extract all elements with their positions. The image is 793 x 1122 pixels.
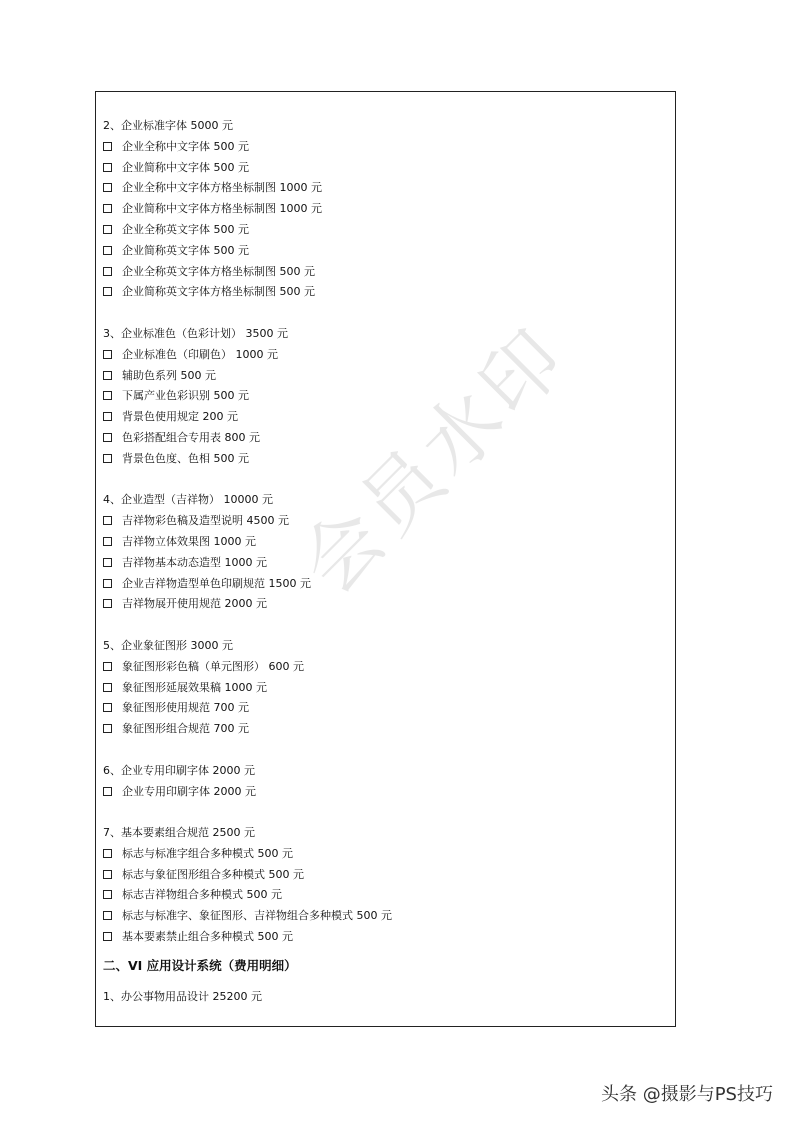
checklist-item — [103, 407, 675, 428]
checklist-item-label: 标志与标准字组合多种模式 500 元 — [122, 846, 293, 860]
checklist-item-label: 标志与象征图形组合多种模式 500 元 — [122, 867, 304, 881]
checkbox-icon[interactable] — [103, 579, 112, 588]
checklist-item-label: 企业专用印刷字体 2000 元 — [122, 784, 256, 798]
checklist-item — [103, 428, 675, 449]
section-gap — [103, 615, 675, 636]
checklist-item — [103, 927, 675, 948]
checklist-item — [103, 262, 675, 283]
checkbox-icon[interactable] — [103, 267, 112, 276]
section-heading: 5、企业象征图形 3000 元 — [103, 638, 233, 652]
checklist-item — [103, 241, 675, 262]
checklist-item-label: 企业简称英文字体 500 元 — [122, 243, 249, 257]
checklist-item — [103, 199, 675, 220]
checkbox-icon[interactable] — [103, 225, 112, 234]
checklist-item — [103, 282, 675, 303]
checklist-item-label: 企业简称中文字体方格坐标制图 1000 元 — [122, 202, 322, 216]
checklist-item — [103, 220, 675, 241]
checkbox-icon[interactable] — [103, 599, 112, 608]
checklist-item-label: 企业全称中文字体方格坐标制图 1000 元 — [122, 181, 322, 195]
checklist-item-label: 企业简称英文字体方格坐标制图 500 元 — [122, 285, 315, 299]
checkbox-icon[interactable] — [103, 932, 112, 941]
checklist-item-label: 标志吉祥物组合多种模式 500 元 — [122, 888, 282, 902]
checklist-item-label: 企业全称英文字体 500 元 — [122, 222, 249, 236]
checkbox-icon[interactable] — [103, 558, 112, 567]
checklist-item-label: 辅助色系列 500 元 — [122, 368, 216, 382]
checklist-item-label: 象征图形组合规范 700 元 — [122, 722, 249, 736]
checkbox-icon[interactable] — [103, 724, 112, 733]
checklist-item — [103, 782, 675, 803]
checklist-item — [103, 698, 675, 719]
section-heading: 3、企业标准色（色彩计划） 3500 元 — [103, 326, 288, 340]
checkbox-icon[interactable] — [103, 516, 112, 525]
checklist-item-label: 吉祥物基本动态造型 1000 元 — [122, 555, 267, 569]
checklist-item-label: 企业标准色（印刷色） 1000 元 — [122, 347, 278, 361]
checklist-item-label: 背景色使用规定 200 元 — [122, 410, 238, 424]
section-heading: 2、企业标准字体 5000 元 — [103, 119, 233, 132]
checkbox-icon[interactable] — [103, 183, 112, 192]
checklist-item — [103, 844, 675, 865]
checkbox-icon[interactable] — [103, 890, 112, 899]
checklist-item-label: 企业吉祥物造型单色印刷规范 1500 元 — [122, 576, 311, 590]
checklist-item-label: 象征图形彩色稿（单元图形） 600 元 — [122, 659, 304, 673]
checklist-item — [103, 594, 675, 615]
checkbox-icon[interactable] — [103, 911, 112, 920]
checklist-item — [103, 449, 675, 470]
checkbox-icon[interactable] — [103, 371, 112, 380]
checkbox-icon[interactable] — [103, 870, 112, 879]
checklist-item-label: 色彩搭配组合专用表 800 元 — [122, 430, 260, 444]
section-gap — [103, 802, 675, 823]
checklist-item-label: 象征图形使用规范 700 元 — [122, 701, 249, 715]
checklist-item — [103, 865, 675, 886]
section-heading: 6、企业专用印刷字体 2000 元 — [103, 763, 255, 777]
checkbox-icon[interactable] — [103, 849, 112, 858]
checkbox-icon[interactable] — [103, 246, 112, 255]
checkbox-icon[interactable] — [103, 142, 112, 151]
checklist-item-label: 下属产业色彩识别 500 元 — [122, 389, 249, 403]
checklist-item-label: 吉祥物彩色稿及造型说明 4500 元 — [122, 514, 289, 528]
checklist-item — [103, 178, 675, 199]
checkbox-icon[interactable] — [103, 204, 112, 213]
checklist-item — [103, 532, 675, 553]
section-gap — [103, 303, 675, 324]
footer-credit: 头条 @摄影与PS技巧 — [600, 1084, 773, 1105]
checkbox-icon[interactable] — [103, 454, 112, 463]
checklist-item — [103, 678, 675, 699]
watermark: 会员水印 — [284, 310, 586, 612]
checklist-item — [103, 574, 675, 595]
section-gap — [103, 740, 675, 761]
document-frame — [95, 91, 676, 1027]
checkbox-icon[interactable] — [103, 703, 112, 712]
checkbox-icon[interactable] — [103, 163, 112, 172]
checklist-item — [103, 137, 675, 158]
part-two-first-heading: 1、办公事物用品设计 25200 元 — [103, 989, 262, 1003]
checklist-item — [103, 553, 675, 574]
checkbox-icon[interactable] — [103, 683, 112, 692]
checklist-item — [103, 885, 675, 906]
checklist-item-label: 标志与标准字、象征图形、吉祥物组合多种模式 500 元 — [122, 909, 392, 923]
checkbox-icon[interactable] — [103, 350, 112, 359]
checkbox-icon[interactable] — [103, 287, 112, 296]
checklist-item — [103, 386, 675, 407]
checklist-item-label: 企业简称中文字体 500 元 — [122, 160, 249, 174]
checklist-item-label: 背景色色度、色相 500 元 — [122, 451, 249, 465]
checkbox-icon[interactable] — [103, 662, 112, 671]
checklist-item — [103, 657, 675, 678]
section-heading: 4、企业造型（吉祥物） 10000 元 — [103, 493, 273, 507]
checkbox-icon[interactable] — [103, 433, 112, 442]
checkbox-icon[interactable] — [103, 391, 112, 400]
checklist-item-label: 企业全称中文字体 500 元 — [122, 139, 249, 153]
checklist-item-label: 基本要素禁止组合多种模式 500 元 — [122, 930, 293, 944]
checklist-item — [103, 511, 675, 532]
checklist-item — [103, 366, 675, 387]
checklist-item-label: 象征图形延展效果稿 1000 元 — [122, 680, 267, 694]
checklist-item — [103, 719, 675, 740]
section-gap — [103, 470, 675, 491]
checklist-item — [103, 345, 675, 366]
checkbox-icon[interactable] — [103, 537, 112, 546]
part-two-title: 二、VI 应用设计系统（费用明细） — [103, 957, 297, 973]
checklist-item-label: 企业全称英文字体方格坐标制图 500 元 — [122, 264, 315, 278]
checkbox-icon[interactable] — [103, 787, 112, 796]
checklist-item-label: 吉祥物展开使用规范 2000 元 — [122, 597, 267, 611]
checklist-item — [103, 158, 675, 179]
checkbox-icon[interactable] — [103, 412, 112, 421]
checklist-item-label: 吉祥物立体效果图 1000 元 — [122, 534, 256, 548]
checklist-item — [103, 906, 675, 927]
section-heading: 7、基本要素组合规范 2500 元 — [103, 826, 255, 840]
document-content — [103, 116, 675, 1007]
